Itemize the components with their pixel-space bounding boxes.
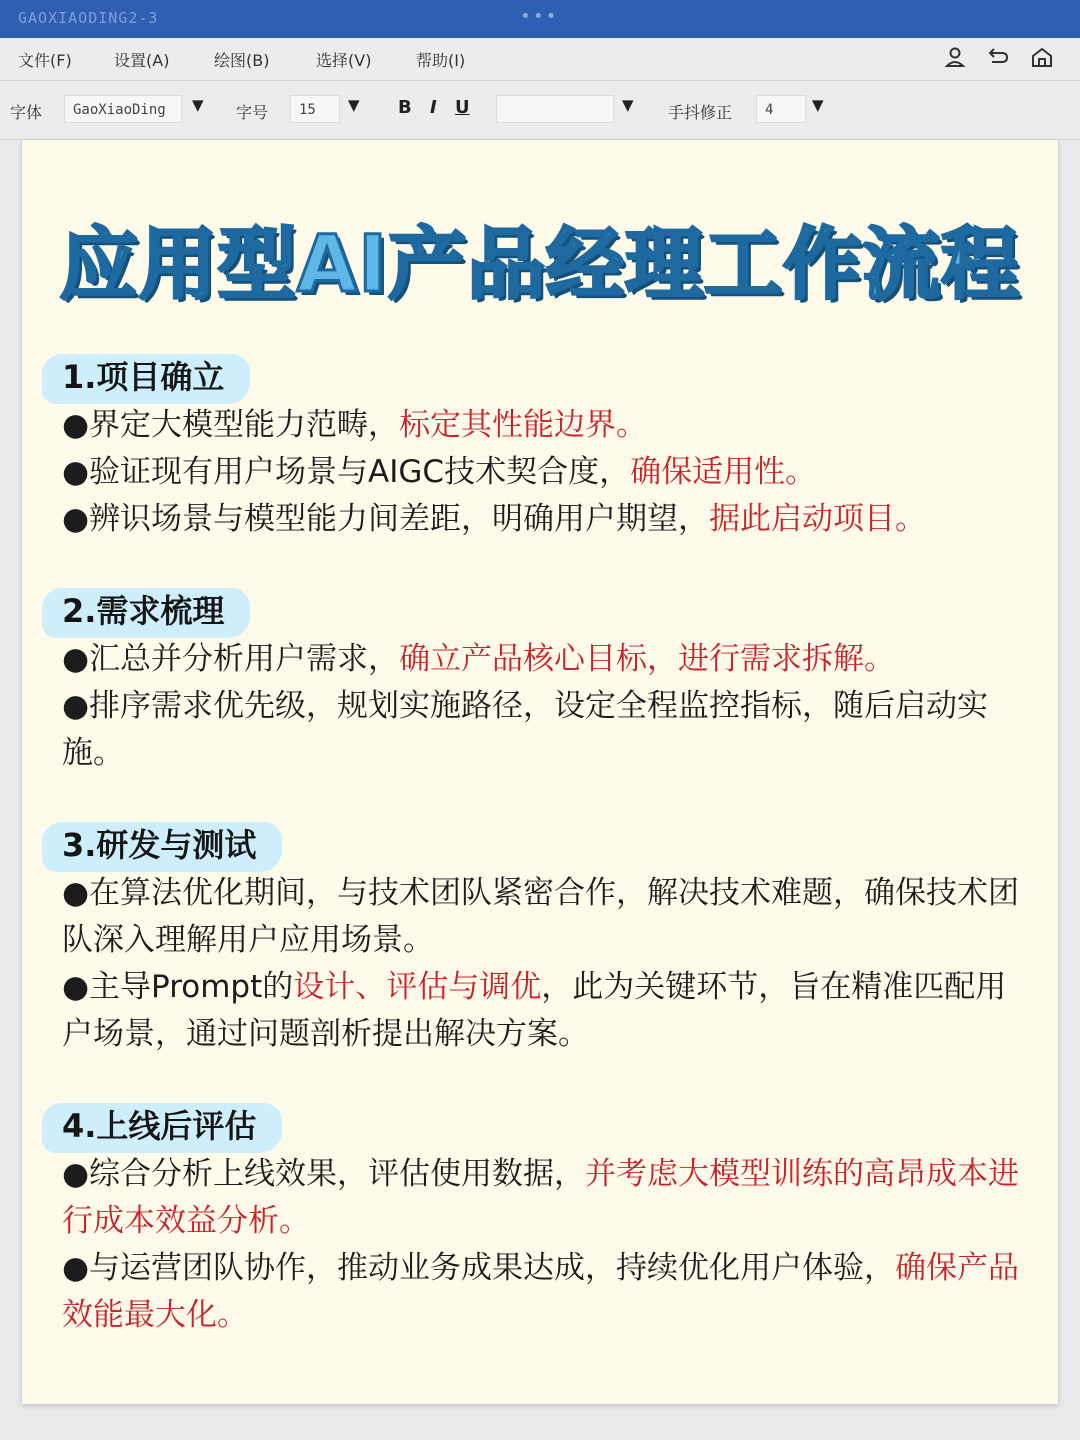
color-select[interactable] xyxy=(496,95,614,123)
window-drag-handle[interactable]: ••• xyxy=(520,6,559,27)
size-label: 字号 xyxy=(236,103,269,122)
section-heading: 2.需求梳理 xyxy=(62,582,234,636)
jitter-label: 手抖修正 xyxy=(668,103,733,122)
font-select[interactable]: GaoXiaoDing xyxy=(64,95,182,123)
size-select[interactable]: 15 xyxy=(290,95,340,123)
home-icon[interactable] xyxy=(1030,46,1054,73)
user-icon[interactable] xyxy=(944,46,966,73)
undo-icon[interactable] xyxy=(986,46,1010,73)
window-title: GAOXIAODING2-3 xyxy=(18,9,159,27)
bullet-paragraph: ●排序需求优先级，规划实施路径，设定全程监控指标，随后启动实施。 xyxy=(62,688,989,771)
menubar xyxy=(0,38,1080,81)
section-requirements xyxy=(62,582,1022,777)
bullet-paragraph: ●界定大模型能力范畴，标定其性能边界。 xyxy=(62,407,648,443)
jitter-select[interactable]: 4 xyxy=(756,95,806,123)
jitter-dropdown-icon[interactable]: ▼ xyxy=(812,96,824,114)
section-heading: 1.项目确立 xyxy=(62,348,234,402)
bullet-paragraph: ●在算法优化期间，与技术团队紧密合作，解决技术难题，确保技术团队深入理解用户应用场景。 xyxy=(62,875,1020,958)
menu-help[interactable]: 帮助(I) xyxy=(416,51,466,70)
section-dev-test xyxy=(62,816,1022,1058)
section-project-setup xyxy=(62,348,1022,543)
bullet-paragraph: ●验证现有用户场景与AIGC技术契合度，确保适用性。 xyxy=(62,454,817,490)
menu-draw[interactable]: 绘图(B) xyxy=(214,51,270,70)
italic-button[interactable]: I xyxy=(430,97,437,118)
font-dropdown-icon[interactable]: ▼ xyxy=(192,96,204,114)
format-toolbar xyxy=(0,81,1080,140)
section-post-launch xyxy=(62,1097,1022,1339)
size-dropdown-icon[interactable]: ▼ xyxy=(348,96,360,114)
bullet-paragraph: ●汇总并分析用户需求，确立产品核心目标，进行需求拆解。 xyxy=(62,641,896,677)
document-title: 应用型AI产品经理工作流程 xyxy=(59,220,1021,310)
window-titlebar xyxy=(0,0,1080,38)
menu-select[interactable]: 选择(V) xyxy=(316,51,372,70)
font-label: 字体 xyxy=(10,103,43,122)
bullet-paragraph: ●与运营团队协作，推动业务成果达成，持续优化用户体验，确保产品效能最大化。 xyxy=(62,1250,1020,1333)
underline-button[interactable]: U xyxy=(455,97,470,118)
section-heading: 4.上线后评估 xyxy=(62,1097,266,1151)
bullet-paragraph: ●主导Prompt的设计、评估与调优，此为关键环节，旨在精准匹配用户场景，通过问题剖析提出解决方案。 xyxy=(62,969,1007,1052)
document-page[interactable] xyxy=(22,140,1058,1404)
menu-file[interactable]: 文件(F) xyxy=(18,51,72,70)
menu-settings[interactable]: 设置(A) xyxy=(114,51,170,70)
color-dropdown-icon[interactable]: ▼ xyxy=(622,96,634,114)
bullet-paragraph: ●综合分析上线效果，评估使用数据，并考虑大模型训练的高昂成本进行成本效益分析。 xyxy=(62,1156,1020,1239)
section-heading: 3.研发与测试 xyxy=(62,816,266,870)
bullet-paragraph: ●辨识场景与模型能力间差距，明确用户期望，据此启动项目。 xyxy=(62,501,927,537)
bold-button[interactable]: B xyxy=(398,97,412,118)
